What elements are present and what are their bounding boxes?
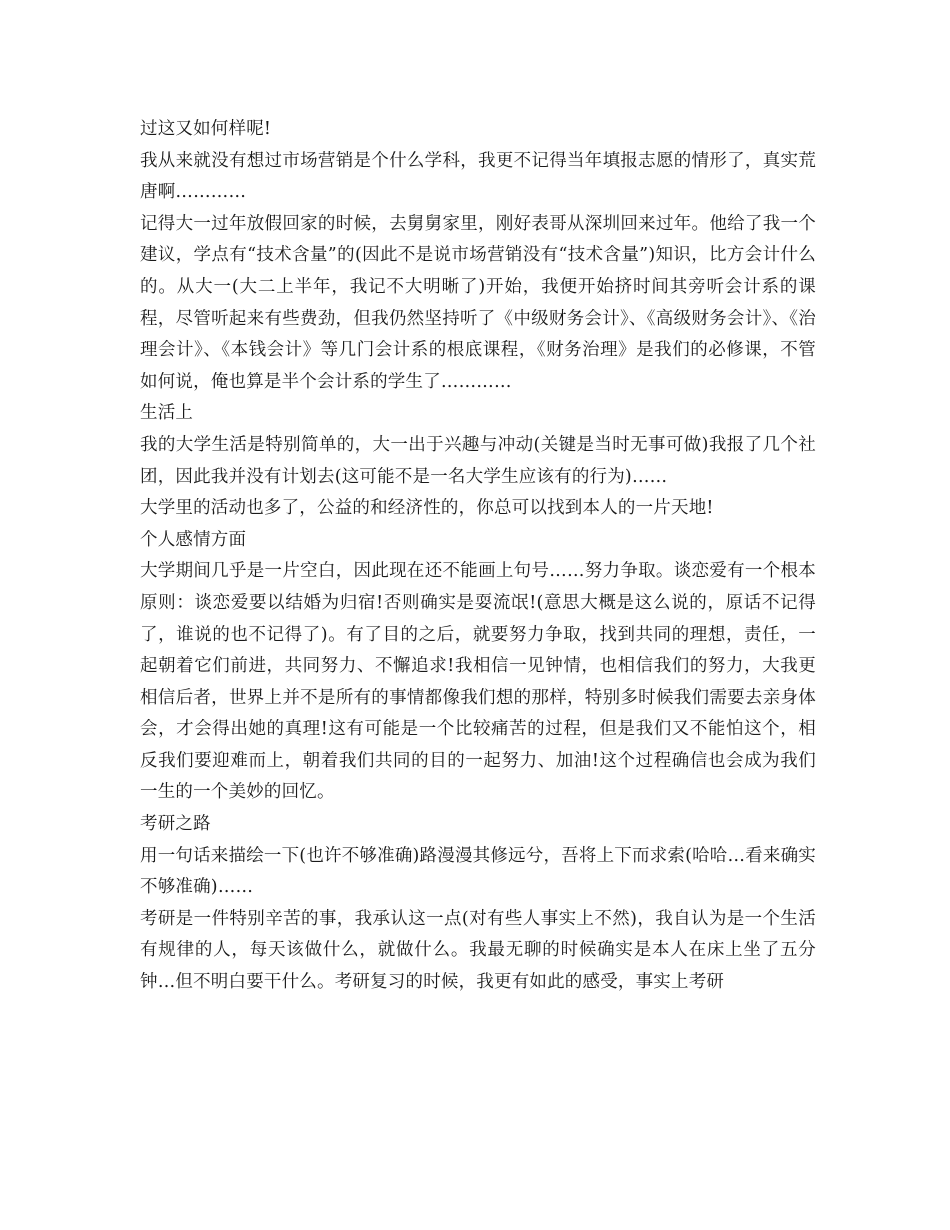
paragraph: 大学期间几乎是一片空白，因此现在还不能画上句号……努力争取。谈恋爱有一个根本原则：谈恋爱要以结婚为归宿!否则确实是耍流氓!(意思大概是这么说的，原话不记得了，谁说的也不记得了)。有了目的之后，就要努力争取，找到共同的理想，责任，一起朝着它们前进，共同努力、不懈追求!我相信一见钟情，也相信我们的努力，大我更相信后者，世界上并不是所有的事情都像我们想的那样，特别多时候我们需要去亲身体会，才会得出她的真理!这有可能是一个比较痛苦的过程，但是我们又不能怕这个，相反我们要迎难而上，朝着我们共同的目的一起努力、加油!这个过程确信也会成为我们一生的一个美妙的回忆。 — [140, 561, 816, 803]
paragraph: 过这又如何样呢! — [140, 119, 272, 139]
document-body — [140, 114, 816, 999]
section-heading: 生活上 — [140, 403, 194, 424]
paragraph: 记得大一过年放假回家的时候，去舅舅家里，刚好表哥从深圳回来过年。他给了我一个建议，学点有“技术含量”的(因此不是说市场营销没有“技术含量”)知识，比方会计什么的。从大一(大二上半年，我记不大明晰了)开始，我便开始挤时间其旁听会计系的课程，尽管听起来有些费劲，但我仍然坚持听了《中级财务会计》、《高级财务会计》、《治理会计》、《本钱会计》等几门会计系的根底课程，《财务治理》是我们的必修课，不管如何说，俺也算是半个会计系的学生了………… — [140, 213, 816, 392]
section-heading: 个人感情方面 — [140, 529, 247, 550]
section-heading: 考研之路 — [140, 814, 211, 835]
paragraph: 我的大学生活是特别简单的，大一出于兴趣与冲动(关键是当时无事可做)我报了几个社团，因此我并没有计划去(这可能不是一名大学生应该有的行为)…… — [140, 434, 816, 487]
paragraph: 用一句话来描绘一下(也许不够准确)路漫漫其修远兮，吾将上下而求索(哈哈…看来确实不够准确)…… — [140, 845, 816, 898]
paragraph: 大学里的活动也多了，公益的和经济性的，你总可以找到本人的一片天地! — [140, 498, 714, 519]
paragraph: 考研是一件特别辛苦的事，我承认这一点(对有些人事实上不然)，我自认为是一个生活有规律的人，每天该做什么，就做什么。我最无聊的时候确实是本人在床上坐了五分钟…但不明白要干什么。考研复习的时候，我更有如此的感受，事实上考研 — [140, 908, 816, 993]
paragraph: 我从来就没有想过市场营销是个什么学科，我更不记得当年填报志愿的情形了，真实荒唐啊………… — [140, 150, 816, 203]
